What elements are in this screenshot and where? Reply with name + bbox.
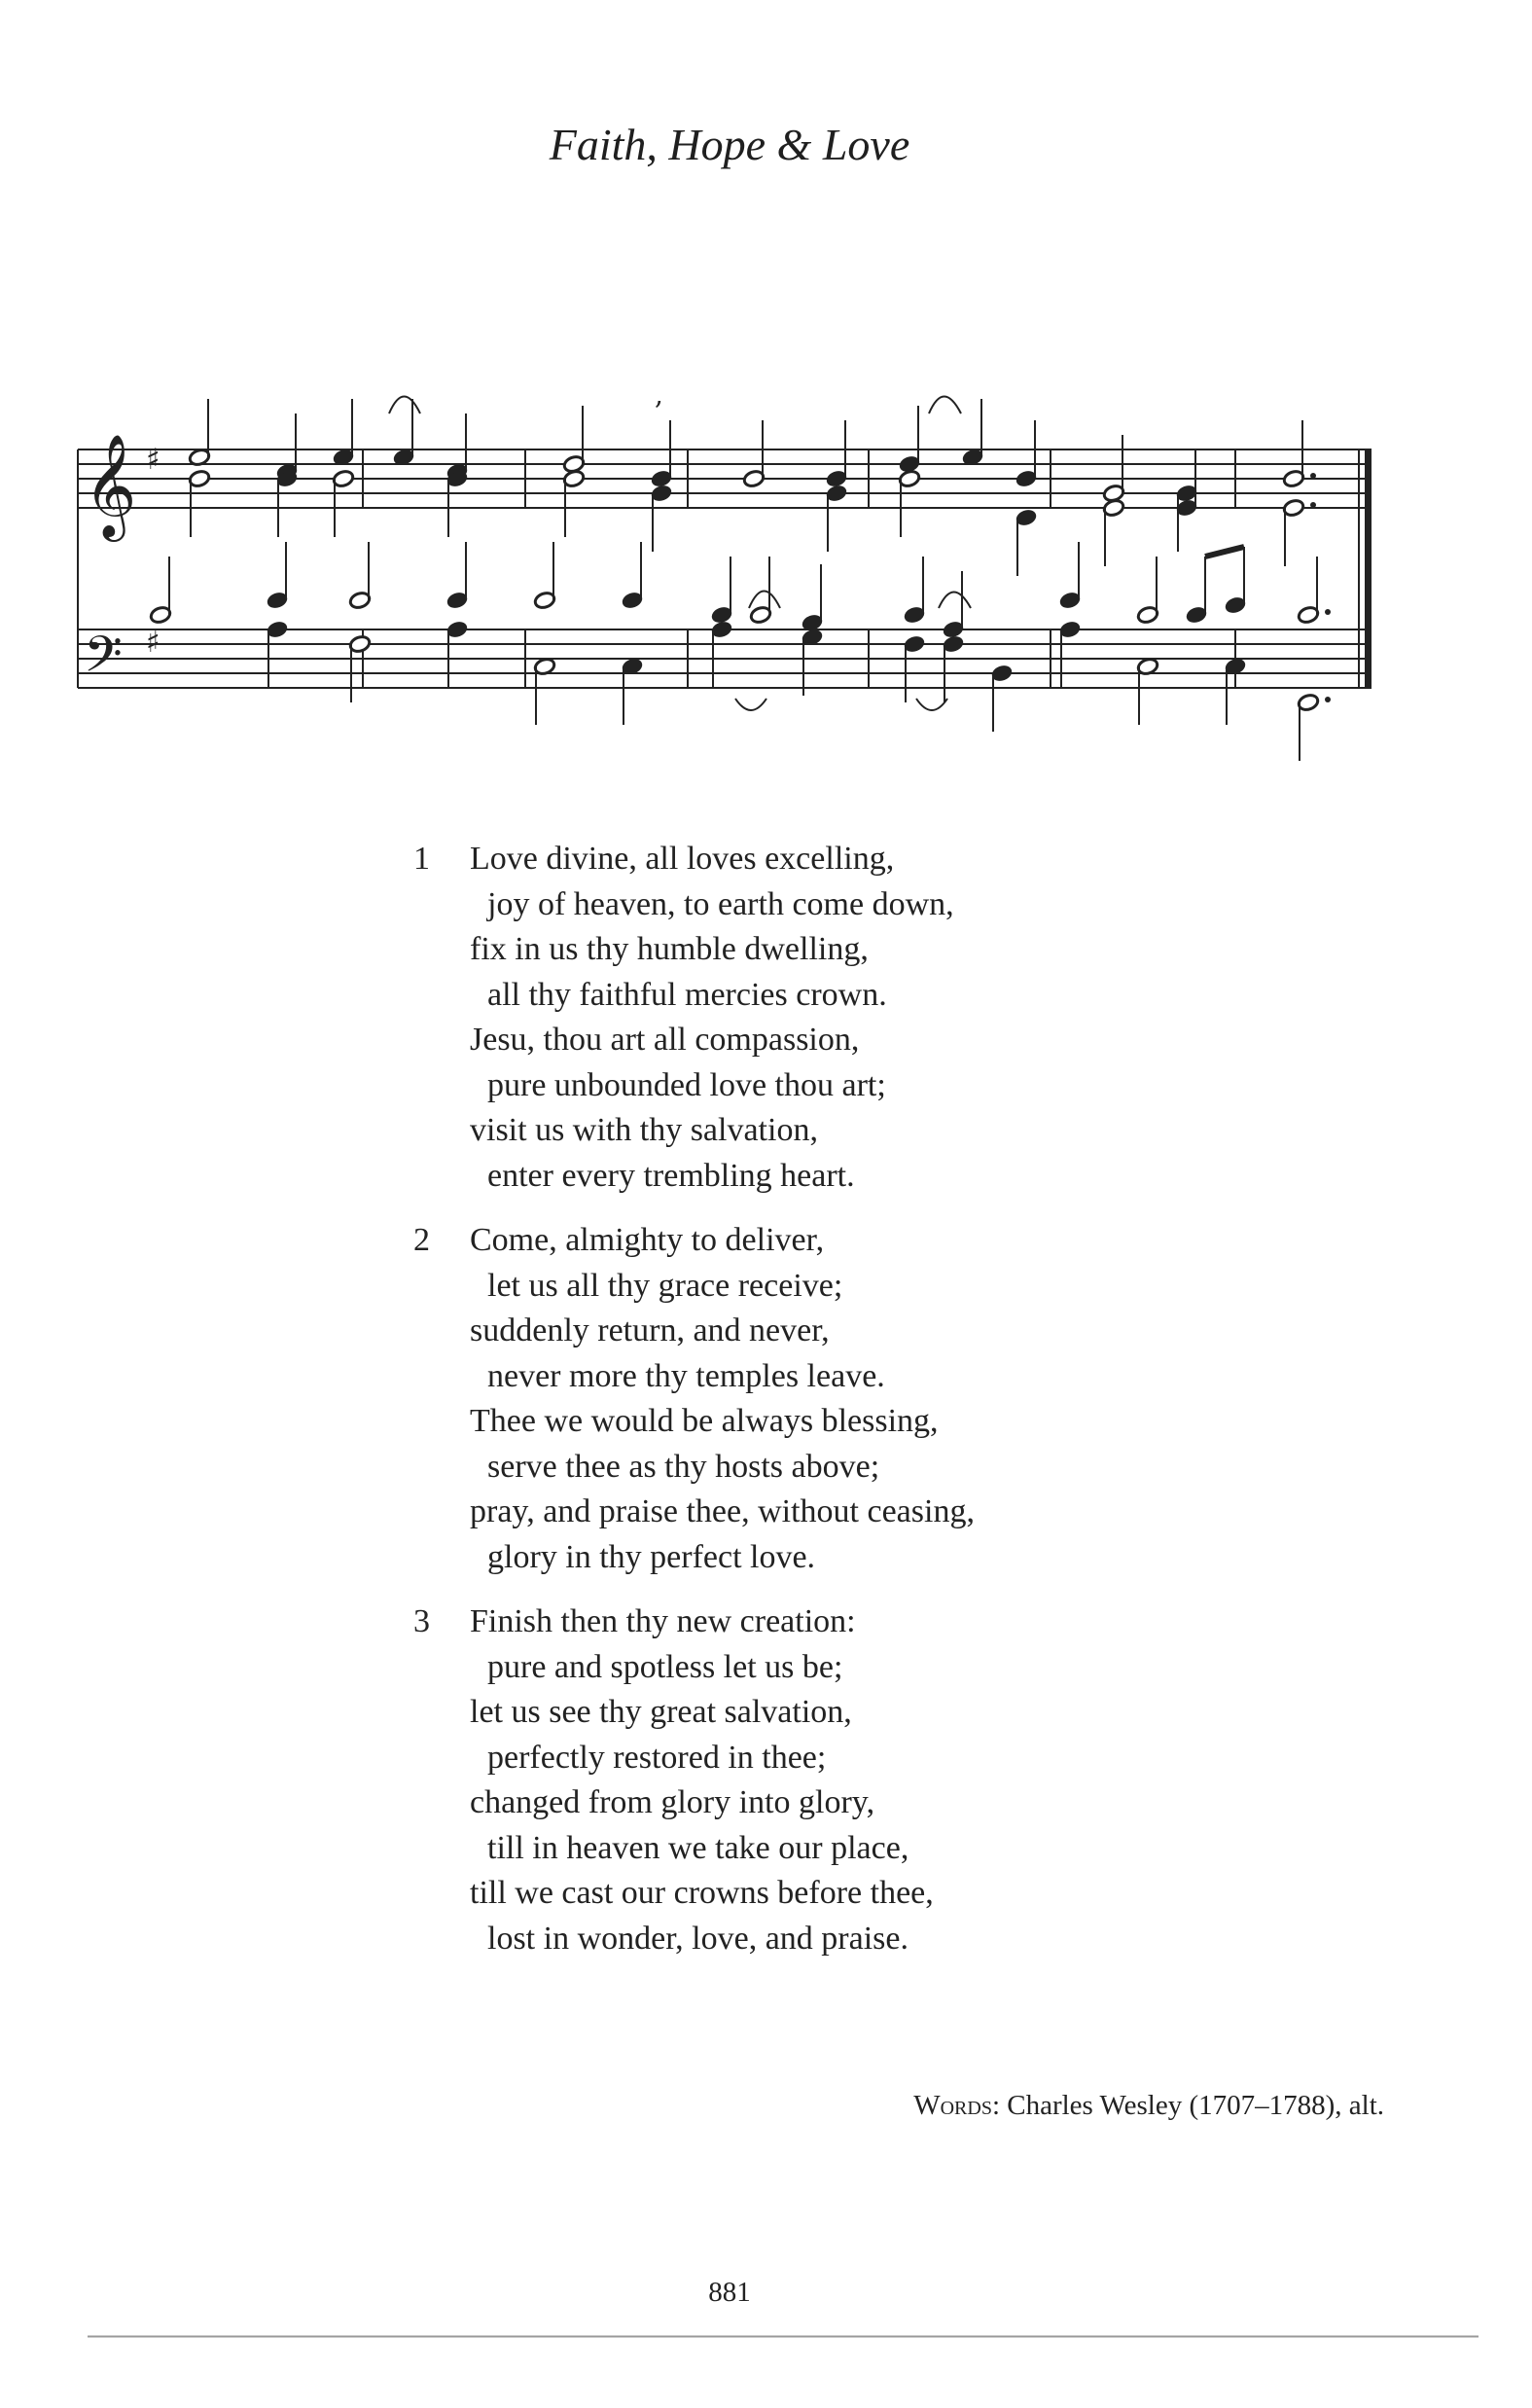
- tie-icon: [929, 397, 961, 414]
- verse-line: Thee we would be always blessing,: [470, 1403, 939, 1439]
- tie-icon: [749, 592, 780, 609]
- note-head: [749, 605, 772, 625]
- credit-text: Charles Wesley (1707–1788), alt.: [1007, 2090, 1384, 2121]
- verse-line: serve thee as thy hosts above;: [487, 1448, 880, 1485]
- bass-sharp-icon: ♯: [146, 626, 160, 660]
- tie-icon: [939, 593, 971, 609]
- page-number: 881: [708, 2277, 751, 2308]
- treble-sharp-icon: ♯: [146, 443, 160, 477]
- verse-number: 3: [413, 1603, 430, 1639]
- footer-rule: [88, 2335, 1479, 2338]
- dot-icon: [1325, 609, 1331, 615]
- credit-label: Words:: [913, 2090, 1000, 2121]
- verse-line: Jesu, thou art all compassion,: [470, 1022, 860, 1058]
- verse-line: let us all thy grace receive;: [487, 1267, 843, 1304]
- barlines: [78, 449, 1372, 688]
- verse-line: let us see thy great salvation,: [470, 1694, 852, 1730]
- verse-line: till we cast our crowns before thee,: [470, 1875, 934, 1911]
- verse-line: Love divine, all loves excelling,: [470, 841, 895, 877]
- verse-line: till in heaven we take our place,: [487, 1829, 909, 1866]
- dot-icon: [1310, 502, 1316, 508]
- verse-line: Finish then thy new creation:: [470, 1603, 856, 1639]
- verse-3: [413, 1599, 1094, 1961]
- verse-line: pure unbounded love thou art;: [487, 1066, 886, 1103]
- beam-icon: [1205, 547, 1244, 557]
- verse-line: perfectly restored in thee;: [487, 1739, 827, 1776]
- verse-1: [413, 837, 1094, 1199]
- music-score: [68, 360, 1410, 788]
- verse-line: lost in wonder, love, and praise.: [487, 1920, 909, 1957]
- bass-clef-icon: 𝄢: [84, 625, 123, 696]
- breath-mark-icon: ,: [655, 378, 663, 411]
- treble-clef-icon: 𝄞: [84, 433, 137, 537]
- verse-line: visit us with thy salvation,: [470, 1112, 818, 1148]
- verse-line: joy of heaven, to earth come down,: [487, 885, 954, 922]
- verse-line: suddenly return, and never,: [470, 1312, 830, 1348]
- dot-icon: [1325, 697, 1331, 702]
- verse-2: [413, 1218, 1094, 1580]
- notes: [149, 399, 1331, 761]
- hymn-text: [413, 837, 1094, 1981]
- tie-icon: [735, 699, 766, 710]
- bass-staff: [78, 629, 1372, 688]
- verse-number: 2: [413, 1222, 430, 1258]
- tie-icon: [389, 397, 420, 414]
- words-credit: [913, 2090, 1384, 2122]
- verse-line: pure and spotless let us be;: [487, 1648, 843, 1685]
- verse-line: changed from glory into glory,: [470, 1784, 875, 1820]
- verse-line: never more thy temples leave.: [487, 1357, 885, 1394]
- verse-line: all thy faithful mercies crown.: [487, 976, 887, 1013]
- page-title: Faith, Hope & Love: [549, 120, 910, 169]
- verse-number: 1: [413, 841, 430, 877]
- dot-icon: [1310, 473, 1316, 479]
- verse-line: glory in thy perfect love.: [487, 1538, 816, 1575]
- verse-line: enter every trembling heart.: [487, 1157, 855, 1194]
- verse-line: Come, almighty to deliver,: [470, 1222, 825, 1258]
- tie-icon: [916, 699, 947, 710]
- verse-line: pray, and praise thee, without ceasing,: [470, 1493, 975, 1529]
- verse-line: fix in us thy humble dwelling,: [470, 931, 869, 967]
